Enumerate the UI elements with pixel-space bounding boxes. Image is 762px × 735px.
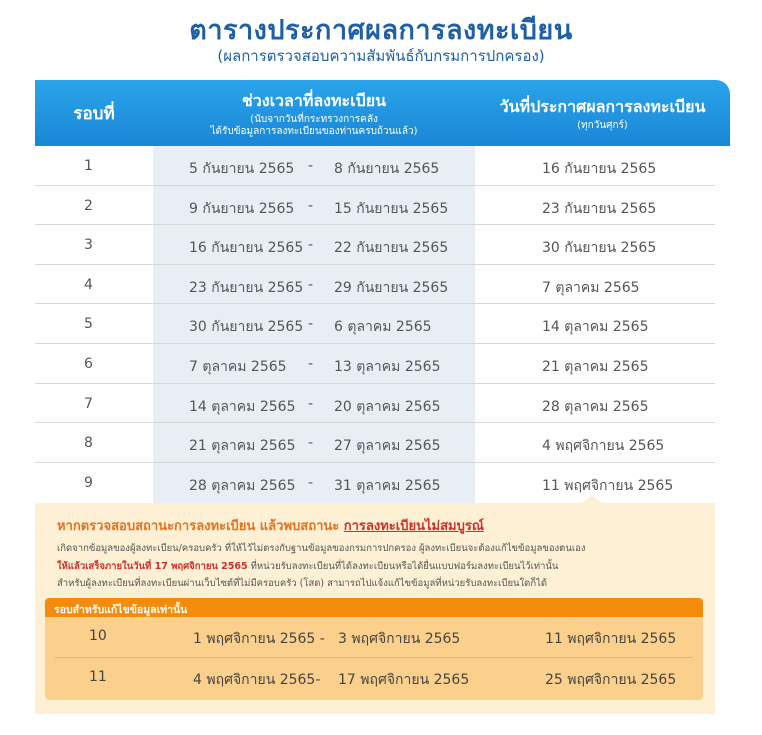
announce-date: 25 พฤศจิกายน 2565 [545,672,677,688]
notice-title [57,515,484,536]
announce-date: 14 ตุลาคม 2565 [542,319,649,336]
period-separator: - [308,197,314,214]
announce-date: 23 กันยายน 2565 [542,200,657,217]
schedule-table [35,146,715,502]
period-start: 14 ตุลาคม 2565 [189,398,296,415]
period-start: 23 กันยายน 2565 [189,279,304,296]
announce-date: 4 พฤศจิกายน 2565 [542,438,665,455]
notice-line-2-rest: ที่หน่วยรับลงทะเบียนที่ได้ลงทะเบียนหรือได้ยื่นแบบฟอร์มลงทะเบียนไว้เท่านั้น [247,561,559,572]
period-end: 17 พฤศจิกายน 2565 [338,672,470,688]
correction-rounds-table [45,598,703,700]
announce-date: 28 ตุลาคม 2565 [542,398,649,415]
header-round: รอบที่ [73,103,115,124]
notice-status-incomplete: การลงทะเบียนไม่สมบูรณ์ [343,519,484,534]
header-period-label: ช่วงเวลาที่ลงทะเบียน [241,90,387,110]
period-end: 15 กันยายน 2565 [334,200,449,217]
announce-date: 21 ตุลาคม 2565 [542,358,649,375]
table-row [35,423,715,463]
period-end: 31 ตุลาคม 2565 [334,477,441,494]
announce-date: 30 กันยายน 2565 [542,240,657,257]
table-header [35,80,730,146]
correction-row [45,617,703,657]
period-end: 3 พฤศจิกายน 2565 [338,631,461,647]
table-row [35,225,715,265]
round-number: 8 [84,435,93,452]
announce-date: 7 ตุลาคม 2565 [542,279,640,296]
header-period-note-2: ได้รับข้อมูลการลงทะเบียนของท่านครบถ้วนแล้ว) [210,125,418,137]
period-start: 1 พฤศจิกายน 2565 - [193,631,325,647]
period-start: 21 ตุลาคม 2565 [189,438,296,455]
round-number: 11 [89,669,107,685]
header-announce-label: วันที่ประกาศผลการลงทะเบียน [499,96,706,116]
table-row [35,344,715,384]
period-end: 22 กันยายน 2565 [334,240,449,257]
page-title: ตารางประกาศผลการลงทะเบียน [189,15,573,46]
period-start: 16 กันยายน 2565 [189,240,304,257]
notice-pointer [582,495,602,503]
header-announce [475,80,730,146]
period-start: 5 กันยายน 2565 [189,161,295,177]
table-row [35,304,715,344]
round-number: 5 [84,316,93,333]
table-row [35,265,715,305]
round-number: 1 [84,158,93,174]
table-row [35,384,715,424]
period-separator: - [308,237,314,254]
period-start: 9 กันยายน 2565 [189,200,295,217]
correction-rounds-header: รอบสำหรับแก้ไขข้อมูลเท่านั้น [45,598,703,617]
table-row [35,186,715,226]
table-row [35,146,715,186]
incomplete-registration-notice [35,503,715,714]
period-separator: - [308,316,314,333]
period-separator: - [308,276,314,293]
round-number: 6 [84,355,93,372]
period-start: 4 พฤศจิกายน 2565- [193,672,321,688]
period-separator: - [308,158,314,174]
round-number: 9 [84,474,93,491]
round-number: 3 [84,237,93,254]
period-start: 28 ตุลาคม 2565 [189,477,296,494]
round-number: 10 [89,628,107,644]
period-separator: - [308,355,314,372]
period-separator: - [308,474,314,491]
notice-deadline: ให้แล้วเสร็จภายในวันที่ 17 พฤศจิกายน 2565 [57,561,248,572]
period-start: 30 กันยายน 2565 [189,319,304,336]
announce-date: 16 กันยายน 2565 [542,161,657,177]
announce-date: 11 พฤศจิกายน 2565 [545,631,677,647]
period-end: 8 กันยายน 2565 [334,161,440,177]
notice-line-2 [57,559,558,574]
notice-line-1: เกิดจากข้อมูลของผู้ลงทะเบียน/ครอบครัว ที่ให้ไว้ไม่ตรงกับฐานข้อมูลของกรมการปกครอง ผู้ลงทะเบียนจะต้องแก้ไขข้อมูลของตนเอง [57,543,586,554]
round-number: 4 [84,276,93,293]
notice-title-prefix: หากตรวจสอบสถานะการลงทะเบียน แล้วพบสถานะ [57,519,344,534]
correction-row [55,657,693,697]
round-number: 7 [84,395,93,412]
notice-line-3: สำหรับผู้ลงทะเบียนที่ลงทะเบียนผ่านเว็บไซต์ที่ไม่มีครอบครัว (โสด) สามารถไปแจ้งแก้ไขข้อมูลที่หน่วยรับลงทะเบียนใดก็ได้ [57,578,548,589]
header-period-note-1: (นับจากวันที่กระทรวงการคลัง [250,113,378,125]
announce-date: 11 พฤศจิกายน 2565 [542,477,674,494]
period-end: 29 กันยายน 2565 [334,279,449,296]
header-announce-note: (ทุกวันศุกร์) [577,119,628,131]
period-separator: - [308,435,314,452]
period-end: 13 ตุลาคม 2565 [334,358,441,375]
header-period [153,80,475,146]
period-separator: - [308,395,314,412]
period-end: 20 ตุลาคม 2565 [334,398,441,415]
round-number: 2 [84,197,93,214]
period-end: 27 ตุลาคม 2565 [334,438,441,455]
table-row [35,463,715,503]
period-start: 7 ตุลาคม 2565 [189,358,287,375]
period-end: 6 ตุลาคม 2565 [334,319,432,336]
page-subtitle: (ผลการตรวจสอบความสัมพันธ์กับกรมการปกครอง) [217,47,545,65]
